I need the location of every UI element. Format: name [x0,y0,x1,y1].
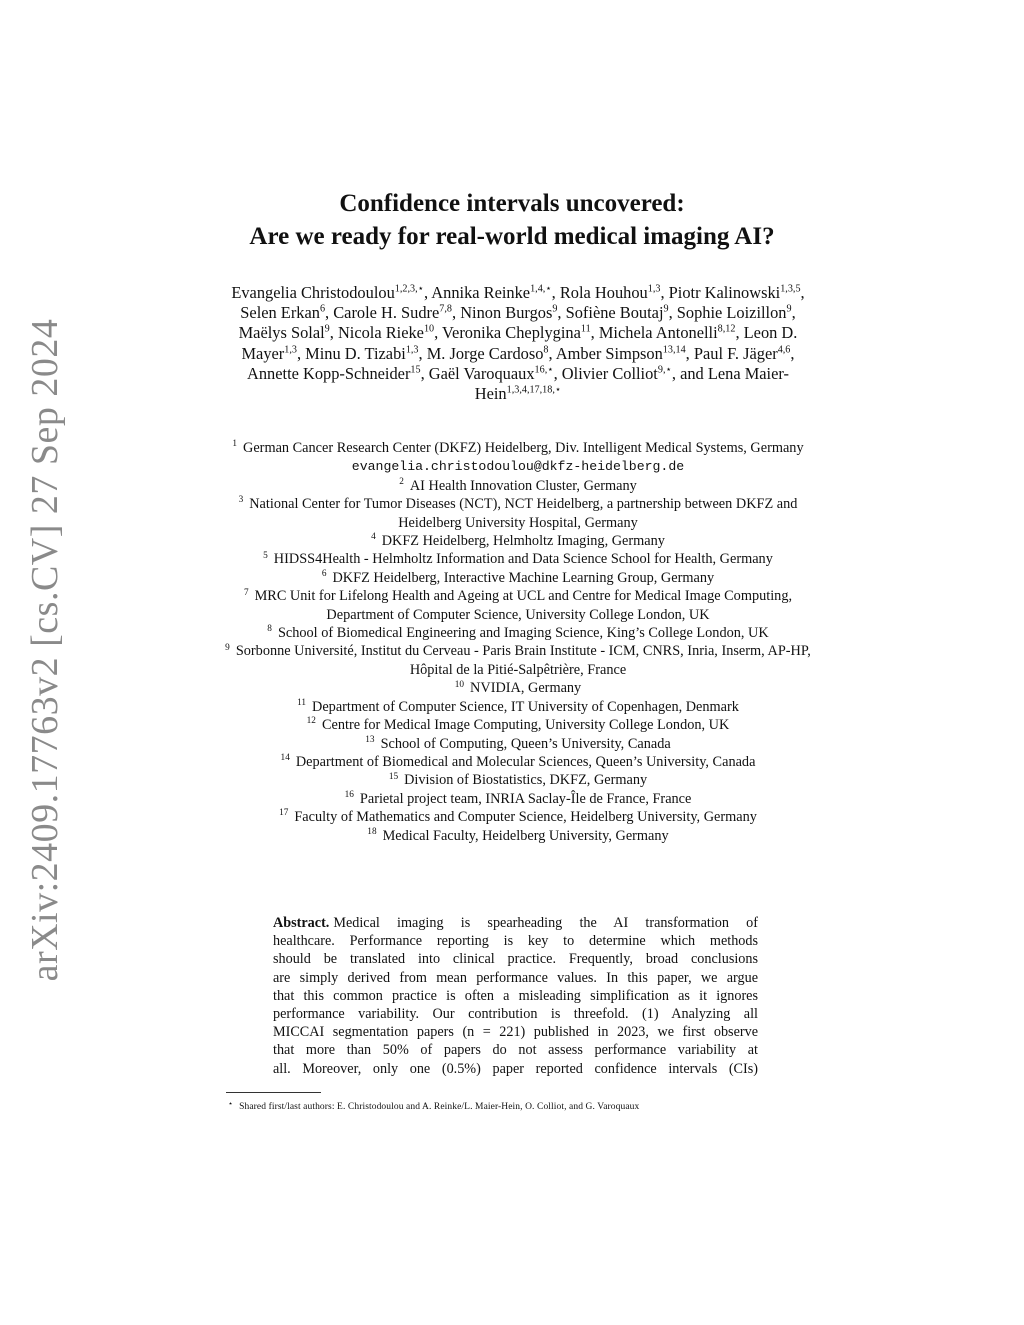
affiliation-number: 3 [238,495,244,506]
affiliation-text: DKFZ Heidelberg, Interactive Machine Learning Group, Germany [332,569,715,586]
affiliation-number: 13 [365,734,375,745]
affiliation-number: 14 [280,753,290,764]
abstract-line-text: MICCAI segmentation papers (n = 221) published in 2023, we first observe [273,1024,758,1041]
affiliation-text: DKFZ Heidelberg, Helmholtz Imaging, Germany [381,533,665,550]
affiliation-item [225,477,811,495]
author-affiliation-marks: 9,⋆ [657,364,672,376]
author-entry [431,283,551,302]
arxiv-identifier-stamp: arXiv:2409.17763v2 [cs.CV] 27 Sep 2024 [24,318,66,982]
affiliation-text: MRC Unit for Lifelong Health and Ageing at UCL and Centre for Medical Image Computing, Department of Computer Science, University College London, UK [254,588,793,623]
affiliation-number: 5 [263,550,268,561]
author-name: Ninon Burgos [460,303,553,323]
author-name: Gaël Varoquaux [428,363,535,383]
author-affiliation-marks: 1,3 [405,344,419,356]
affiliation-text: Department of Computer Science, IT University of Copenhagen, Denmark [312,698,739,715]
affiliation-item [225,735,811,753]
affiliation-item [225,550,811,568]
author-name: Maëlys Solal [238,323,325,343]
affiliation-number: 4 [371,532,376,543]
author-entry [677,303,792,322]
author-entry [460,303,557,322]
author-affiliation-marks: 1,3 [647,283,661,295]
author-affiliation-marks: 4,6 [777,344,791,356]
affiliation-item [225,587,811,624]
author-affiliation-marks: 8,12 [717,324,736,336]
author-entry [560,283,661,302]
author-affiliation-marks: 10 [423,324,435,336]
affiliation-item [225,624,811,642]
affiliation-item [225,532,811,550]
author-list: Evangelia Christodoulou$^{1,2,3,⋆}$, Annika Reinke$^{1,4,⋆}$, Rola Houhou$^{1,3}$, Piotr Kalinowski$^{1,3,5}$, Selen Erkan$^6$, Carole H. Sudre$^{7,8}$, Ninon Burgos$^9$, Sofiène Boutaj$^9$, Sophie Loizillon$^9$, Maëlys Solal$^9$, Nicola Rieke$^{10}$, Veronika Cheplygina$^{11}$, Michela Antonelli$^{8,12}$, Leon D. Mayer$^{1,3}$, Minu D. Tizabi$^{1,3}$, M. Jorge Cardoso$^8$, Amber Simpson$^{13,14}$, Paul F. Jäger$^{4,6}$, Annette Kopp-Schneider$^{15}$, Gaël Varoquaux$^{16,⋆}$, Olivier Colliot$^{9,⋆}$, and Lena Maier-Hein$^{1,3,4,17,18,⋆}$ [231,283,805,404]
author-name: Olivier Colliot [561,363,658,383]
abstract-line [273,1023,758,1041]
author-affiliation-marks: 1,4,⋆ [530,283,552,295]
affiliation-text: Centre for Medical Image Computing, University College London, UK [321,717,730,734]
author-name: Piotr Kalinowski [668,283,781,302]
author-name: Minu D. Tizabi [305,343,406,363]
author-affiliation-marks: 15 [410,364,421,376]
affiliation-number: 7 [243,587,249,598]
author-name: Carole H. Sudre [333,303,440,323]
author-name: Veronika Cheplygina [442,323,581,343]
affiliation-item [225,716,811,734]
author-name: Leon D. Mayer [241,323,798,363]
author-name: Lena Maier-Hein [474,363,789,404]
author-affiliation-marks: 9 [663,303,669,315]
abstract-line-text: are simply derived from mean performance values. In this paper, we argue [273,969,758,986]
author-affiliation-marks: 9 [324,324,330,336]
paper-title [0,187,1024,253]
abstract-line [273,932,758,950]
author-name: M. Jorge Cardoso [426,343,544,363]
author-affiliation-marks: 11 [580,324,591,336]
abstract-line [273,1041,758,1059]
author-affiliation-marks: 13,14 [662,344,686,356]
affiliation-number: 8 [267,624,272,635]
author-entry [599,323,736,342]
author-affiliation-marks: 9 [786,303,792,315]
author-name: Nicola Rieke [337,323,424,343]
abstract-line [273,969,758,987]
affiliation-list [225,439,811,845]
abstract-line-text: should be translated into clinical practice. Frequently, broad conclusions [273,951,758,968]
affiliation-number: 17 [279,808,289,819]
author-name: Sofiène Boutaj [565,303,664,323]
affiliation-item [225,439,811,477]
abstract-line-text: performance variability. Our contribution is threefold. (1) Analyzing all [273,1006,758,1023]
author-entry [247,364,421,383]
affiliation-text: AI Health Innovation Cluster, Germany [409,477,637,494]
affiliation-text: School of Computing, Queen’s University, Canada [380,735,671,752]
affiliation-number: 6 [321,569,327,580]
author-entry [338,323,434,342]
author-affiliation-marks: 8 [543,344,549,356]
affiliation-text: Parietal project team, INRIA Saclay-Île de France, France [359,790,692,807]
affiliation-number: 18 [367,826,377,837]
title-line-2: Are we ready for real-world medical imaging AI? [249,223,775,250]
author-affiliation-marks: 1,3,4,17,18,⋆ [506,384,562,396]
affiliation-text: Medical Faculty, Heidelberg University, Germany [382,827,669,844]
affiliation-number: 1 [232,439,238,450]
author-affiliation-marks: 1,3,5 [780,283,801,295]
affiliation-text: Faculty of Mathematics and Computer Science, Heidelberg University, Germany [294,809,757,826]
affiliation-item [225,827,811,845]
abstract-line-text: healthcare. Performance reporting is key to determine which methods [273,933,758,950]
abstract [273,914,758,1078]
footnote-text: Shared first/last authors: E. Christodoulou and A. Reinke/L. Maier-Hein, O. Colliot, and G. Varoquaux [239,1102,640,1112]
abstract-line-text: Medical imaging is spearheading the AI transformation of [333,915,758,931]
author-affiliation-marks: 9 [552,303,558,315]
author-name: Paul F. Jäger [693,343,778,363]
affiliation-item [225,495,811,532]
affiliation-text: National Center for Tumor Diseases (NCT), NCT Heidelberg, a partnership between DKFZ and Heidelberg University Hospital, Germany [249,496,798,531]
abstract-line [273,950,758,968]
affiliation-number: 16 [344,789,354,800]
author-entry [566,303,669,322]
author-name: Annika Reinke [431,283,531,302]
author-affiliation-marks: 6 [319,303,326,315]
author-name: Selen Erkan [240,303,320,323]
footnote-divider [226,1092,321,1093]
author-entry [231,283,424,302]
abstract-line [273,1060,758,1078]
author-name: Amber Simpson [555,343,663,363]
author-entry [556,344,686,363]
affiliation-text: HIDSS4Health - Helmholtz Information and Data Science School for Health, Germany [273,551,773,568]
author-entry [442,323,591,342]
author-entry [333,303,452,322]
author-name: Annette Kopp-Schneider [247,363,411,383]
affiliation-item [225,642,811,679]
author-entry [427,344,549,363]
affiliation-item [225,808,811,826]
abstract-line-text: that more than 50% of papers do not assess performance variability at [273,1042,758,1059]
affiliation-number: 9 [225,642,230,653]
footnote-mark: ⋆ [228,1099,234,1108]
footnote [228,1098,788,1113]
affiliation-number: 12 [306,716,316,727]
affiliation-number: 10 [454,679,465,690]
affiliation-number: 15 [388,771,399,782]
affiliation-item [225,753,811,771]
author-affiliation-marks: 1,2,3,⋆ [394,283,424,295]
author-conjunction: and [680,363,704,383]
author-affiliation-marks: 16,⋆ [534,364,554,376]
abstract-line [273,914,758,932]
author-entry [562,364,672,383]
author-entry [694,344,791,363]
abstract-line [273,987,758,1005]
affiliation-item [225,771,811,789]
affiliation-text: Sorbonne Université, Institut du Cerveau - Paris Brain Institute - ICM, CNRS, Inria, Inserm, AP-HP, Hôpital de la Pitié-Salpêtrière, France [235,643,811,678]
affiliation-text: School of Biomedical Engineering and Imaging Science, King’s College London, UK [277,625,769,642]
affiliation-item [225,679,811,697]
author-entry [240,303,325,322]
affiliation-text: Department of Biomedical and Molecular Sciences, Queen’s University, Canada [295,753,756,770]
affiliation-email: evangelia.christodoulou@dkfz-heidelberg.de [351,459,685,475]
affiliation-item [225,698,811,716]
author-entry [239,323,330,342]
author-name: Evangelia Christodoulou [231,283,395,302]
abstract-line-text: that this common practice is often a misleading simplification as it ignores [273,987,758,1004]
author-entry [305,344,418,363]
abstract-line [273,1005,758,1023]
author-name: Rola Houhou [559,283,648,302]
abstract-heading: Abstract. [273,915,330,931]
affiliation-number: 11 [297,697,306,708]
author-entry [669,283,801,302]
affiliation-text: German Cancer Research Center (DKFZ) Heidelberg, Div. Intelligent Medical Systems, Germany [243,440,804,456]
author-affiliation-marks: 7,8 [439,303,452,315]
author-name: Michela Antonelli [598,323,718,343]
affiliation-text: Division of Biostatistics, DKFZ, Germany [404,772,648,789]
abstract-line-text: all. Moreover, only one (0.5%) paper reported confidence intervals (CIs) [273,1060,758,1077]
author-affiliation-marks: 1,3 [284,344,297,356]
affiliation-number: 2 [399,477,404,488]
affiliation-text: NVIDIA, Germany [470,680,582,697]
affiliation-item [225,569,811,587]
title-line-1: Confidence intervals uncovered: [339,190,685,217]
author-entry [429,364,554,383]
affiliation-item [225,790,811,808]
author-name: Sophie Loizillon [676,303,787,323]
